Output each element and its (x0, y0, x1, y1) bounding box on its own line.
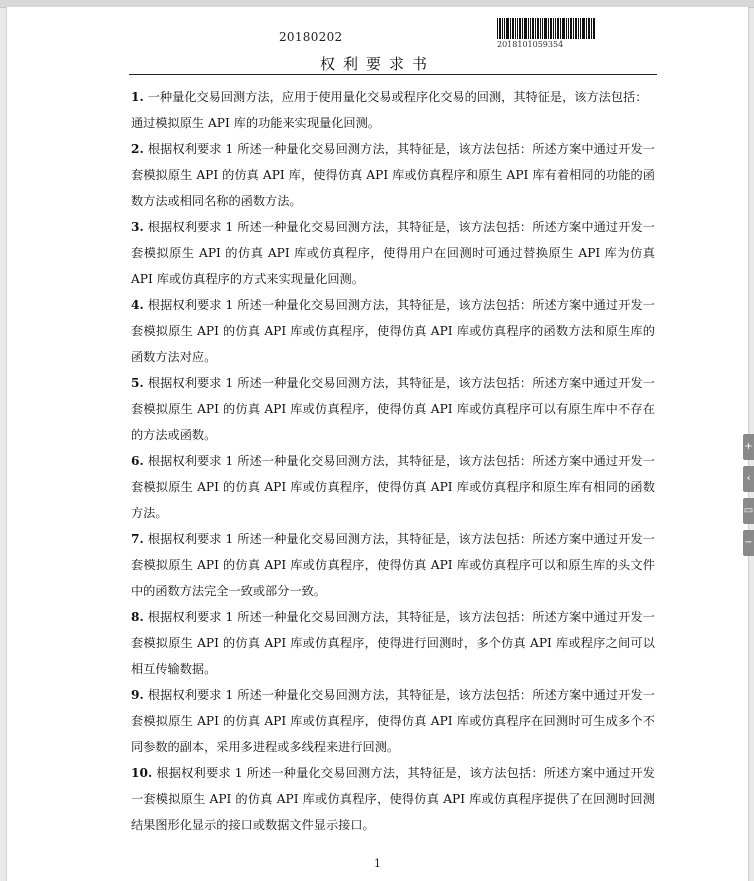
claim-number: 5. (131, 376, 144, 390)
claim-9 (131, 682, 655, 760)
page-number: 1 (374, 857, 381, 870)
claim-text: 根据权利要求 1 所述一种量化交易回测方法，其特征是，该方法包括：所述方案中通过开发一套模拟原生 API 的仿真 API 库或仿真程序，使得仿真 API 库或仿真程序在回测时可生成多个不同参数的副本，采用多进程或多线程来进行回测。 (131, 688, 655, 754)
claim-text: 根据权利要求 1 所述一种量化交易回测方法，其特征是，该方法包括：所述方案中通过开发一套模拟原生 API 的仿真 API 库，使得仿真 API 库或仿真程序和原生 API 库有着相同的功能的函数方法或相同名称的函数方法。 (131, 142, 655, 208)
barcode-icon (497, 18, 595, 39)
claims-list (131, 84, 655, 838)
claim-number: 1. (131, 90, 144, 104)
side-toolbar (743, 434, 754, 562)
claim-1 (131, 84, 655, 110)
claim-text: 一种量化交易回测方法，应用于使用量化交易或程序化交易的回测，其特征是，该方法包括： (147, 90, 648, 104)
claim-number: 3. (131, 220, 144, 234)
claim-text: 根据权利要求 1 所述一种量化交易回测方法，其特征是，该方法包括：所述方案中通过开发一套模拟原生 API 的仿真 API 库或仿真程序，使得仿真 API 库或仿真程序提供了在回测时回测结果图形化显示的接口或数据文件显示接口。 (131, 766, 655, 832)
claim-text: 根据权利要求 1 所述一种量化交易回测方法，其特征是，该方法包括：所述方案中通过开发一套模拟原生 API 的仿真 API 库或仿真程序，使得仿真 API 库或仿真程序可以有原生库中不存在的方法或函数。 (131, 376, 655, 442)
claim-5 (131, 370, 655, 448)
claim-number: 2. (131, 142, 144, 156)
claim-number: 9. (131, 688, 144, 702)
page-icon[interactable]: ▭ (743, 498, 754, 524)
claim-7 (131, 526, 655, 604)
claim-10 (131, 760, 655, 838)
claim-1-detail: 通过模拟原生 API 库的功能来实现量化回测。 (131, 116, 380, 130)
zoom-out-icon[interactable]: − (743, 530, 754, 556)
claim-text: 根据权利要求 1 所述一种量化交易回测方法，其特征是，该方法包括：所述方案中通过开发一套模拟原生 API 的仿真 API 库或仿真程序，使得用户在回测时可通过替换原生 API 库为仿真 API 库或仿真程序的方式来实现量化回测。 (131, 220, 655, 286)
document-page (6, 7, 749, 881)
application-number: 2018101059354 (497, 40, 564, 49)
claim-4 (131, 292, 655, 370)
title-divider (129, 74, 657, 75)
claim-number: 8. (131, 610, 144, 624)
filing-date: 20180202 (279, 30, 343, 44)
claim-number: 4. (131, 298, 144, 312)
document-title: 权利要求书 (319, 55, 435, 73)
claim-number: 7. (131, 532, 144, 546)
claim-2 (131, 136, 655, 214)
claim-text: 根据权利要求 1 所述一种量化交易回测方法，其特征是，该方法包括：所述方案中通过开发一套模拟原生 API 的仿真 API 库或仿真程序，使得仿真 API 库或仿真程序的函数方法和原生库的函数方法对应。 (131, 298, 655, 364)
zoom-in-icon[interactable]: + (743, 434, 754, 460)
claim-text: 根据权利要求 1 所述一种量化交易回测方法，其特征是，该方法包括：所述方案中通过开发一套模拟原生 API 的仿真 API 库或仿真程序，使得仿真 API 库或仿真程序和原生库有相同的函数方法。 (131, 454, 655, 520)
claim-text: 根据权利要求 1 所述一种量化交易回测方法，其特征是，该方法包括：所述方案中通过开发一套模拟原生 API 的仿真 API 库或仿真程序，使得进行回测时，多个仿真 API 库或程序之间可以相互传输数据。 (131, 610, 655, 676)
claim-number: 6. (131, 454, 144, 468)
claim-3 (131, 214, 655, 292)
claim-number: 10. (131, 766, 153, 780)
chevron-left-icon[interactable]: ‹ (743, 466, 754, 492)
claim-8 (131, 604, 655, 682)
claim-text: 根据权利要求 1 所述一种量化交易回测方法，其特征是，该方法包括：所述方案中通过开发一套模拟原生 API 的仿真 API 库或仿真程序，使得仿真 API 库或仿真程序可以和原生库的头文件中的函数方法完全一致或部分一致。 (131, 532, 655, 598)
claim-6 (131, 448, 655, 526)
